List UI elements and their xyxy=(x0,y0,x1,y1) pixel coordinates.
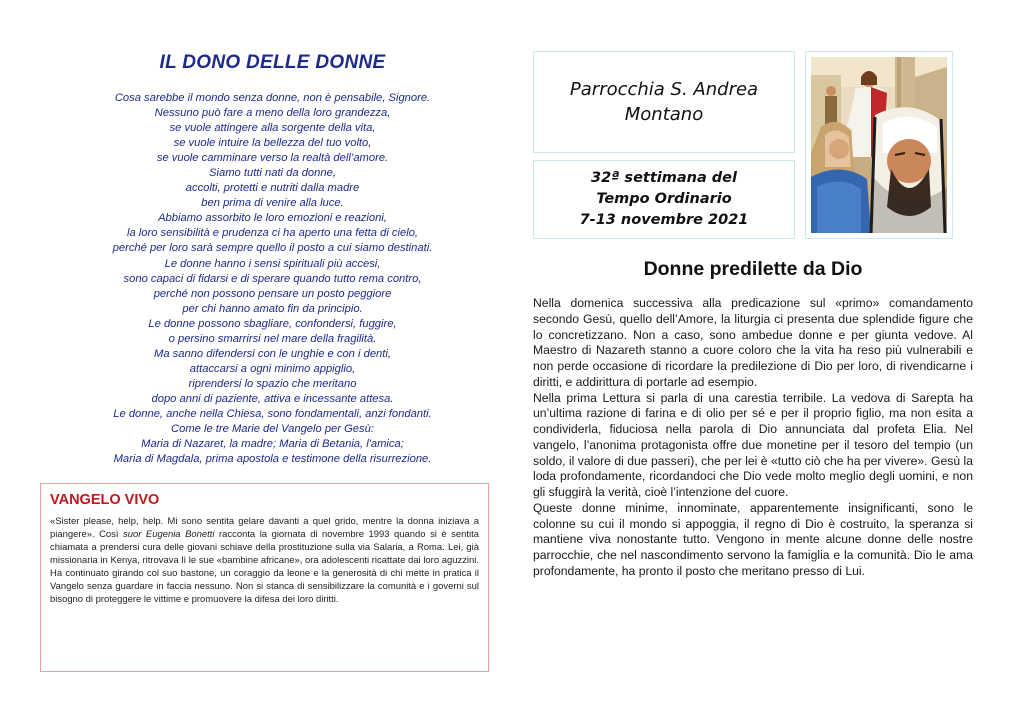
poem-line: per chi hanno amato fin da principio. xyxy=(182,302,363,315)
poem-line: se vuole attingere alla sorgente della vita, xyxy=(169,122,376,135)
vangelo-vivo-title: VANGELO VIVO xyxy=(50,492,160,508)
liturgical-season: Tempo Ordinario xyxy=(596,191,732,207)
article-paragraph: Queste donne minime, innominate, apparentemente insignificanti, sono le colonne su cui il mondo si appoggia, il regno di Dio è costruito, la speranza si mantiene viva nonostante tutto. Vengono in mente alcune donne delle nostre parrocchie, che nel nascondimento servono la famiglia e la comunità. Dio le ama profondamente, ha pronto il posto che meritano presso di Lui. xyxy=(533,500,973,578)
poem-line: Le donne hanno i sensi spirituali più accesi, xyxy=(164,257,381,270)
poem-line: riprendersi lo spazio che meritano xyxy=(188,377,357,390)
poem-line: sono capaci di fidarsi e di sperare quando tutto rema contro, xyxy=(123,272,422,285)
article-body xyxy=(533,296,973,580)
poem-line: perché non possono pensare un posto peggiore xyxy=(153,287,392,300)
week-dates: 7-13 novembre 2021 xyxy=(579,212,749,228)
poem-line: ben prima di venire alla luce. xyxy=(201,197,344,210)
gospel-illustration-icon xyxy=(811,57,947,233)
vangelo-text-name: suor Eugenia Bonetti xyxy=(123,528,215,540)
week-header xyxy=(533,160,795,239)
article-paragraph: Nella prima Lettura si parla di una carestia terribile. La vedova di Sarepta ha un’ultima razione di farina e di olio per sé e per il proprio figlio, ma non esita a condividerla, fiduciosa nella parola di Dio annunciata dal profeta Elia. Nel vangelo, l’anonima protagonista offre due monetine per il tesoro del tempio (un soldo, il valore di due passeri), che per lei è «tutto ciò che ha per vivere». Gesù la loda profondamente, ricordandoci che Dio vede molto meglio degli uomini, e non gli sfuggirà la verità, cioè l’intenzione del cuore. xyxy=(533,390,973,499)
article-paragraph: Nella domenica successiva alla predicazione sul «primo» comandamento secondo Gesù, quello dell’Amore, la liturgia ci presenta due splendide figure che lo concretizzano. Non a caso, sono ambedue donne e per giunta vedove. Al Maestro di Nazareth stanno a cuore coloro che la vita ha reso più vulnerabili e non perde occasione di ricordare la predilezione di Dio per loro, di rivendicarne i diritti, e addirittura di portarle ad esempio. xyxy=(533,296,973,389)
article-title: Donne predilette da Dio xyxy=(643,258,863,280)
poem-line: Maria di Magdala, prima apostola e testimone della risurrezione. xyxy=(113,453,432,466)
parish-name: Parrocchia S. Andrea xyxy=(569,79,759,100)
week-number: 32ª settimana del xyxy=(591,170,737,186)
poem-line: se vuole camminare verso la realtà dell’amore. xyxy=(156,152,389,165)
poem-line: Le donne, anche nella Chiesa, sono fondamentali, anzi fondanti. xyxy=(113,407,432,420)
vangelo-text-start: «Sister please, help, help. Mi sono sentita gelare davanti a quel grido, mentre la donna iniziava a piangere». Così xyxy=(50,516,479,540)
poem-line: se vuole intuire la bellezza del tuo volto, xyxy=(173,137,372,150)
parish-place: Montano xyxy=(624,104,704,125)
poem-line: la loro sensibilità e prudenza ci ha aperto una fetta di cielo, xyxy=(126,227,419,240)
parish-header xyxy=(533,51,795,153)
poem-line: attaccarsi a ogni minimo appiglio, xyxy=(189,362,356,375)
vangelo-vivo-box xyxy=(40,483,489,672)
poem-line: dopo anni di paziente, attiva e incessante attesa. xyxy=(151,392,394,405)
poem-line: Siamo tutti nati da donne, xyxy=(209,167,336,180)
poem-line: Come le tre Marie del Vangelo per Gesù: xyxy=(171,423,374,436)
poem-line: Ma sanno difendersi con le unghie e con i denti, xyxy=(154,347,391,360)
poem-line: Abbiamo assorbito le loro emozioni e reazioni, xyxy=(158,212,387,225)
vangelo-vivo-text xyxy=(50,516,479,607)
vangelo-text-end: racconta la giornata di novembre 1993 quando si è sentita chiamata a prendersi cura delle giovani schiave della prostituzione sulla via Salaria, a Roma. Lei, già missionaria in Kenya, ritrovava lì le sue «bambine africane», ora adolescenti ricattate dai loro aguzzini. Ha continuato girando col suo bastone, un coraggio da leone e la generosità di chi mette in pratica il Vangelo senza guardare in faccia nessuno. Non si stanca di sensibilizzare la comunità e i governi sul bisogno di proteggere le vittime e promuovere la difesa dei loro diritti. xyxy=(50,528,479,605)
gospel-illustration xyxy=(805,51,953,239)
poem-line: Cosa sarebbe il mondo senza donne, non è pensabile, Signore. xyxy=(114,92,431,104)
poem-title: IL DONO DELLE DONNE xyxy=(159,52,386,73)
poem-line: accolti, protetti e nutriti dalla madre xyxy=(185,182,360,195)
poem-line: Nessuno può fare a meno della loro grandezza, xyxy=(154,107,391,120)
poem-body xyxy=(60,91,485,467)
poem-line: o persino smarrirsi nel mare della fragilità. xyxy=(168,332,377,345)
poem-line: Le donne possono sbagliare, confondersi, fuggire, xyxy=(148,317,397,330)
poem-line: perché per loro sarà sempre quello il posto a cui siamo destinati. xyxy=(112,242,433,255)
poem-line: Maria di Nazaret, la madre; Maria di Betania, l'amica; xyxy=(141,438,404,451)
